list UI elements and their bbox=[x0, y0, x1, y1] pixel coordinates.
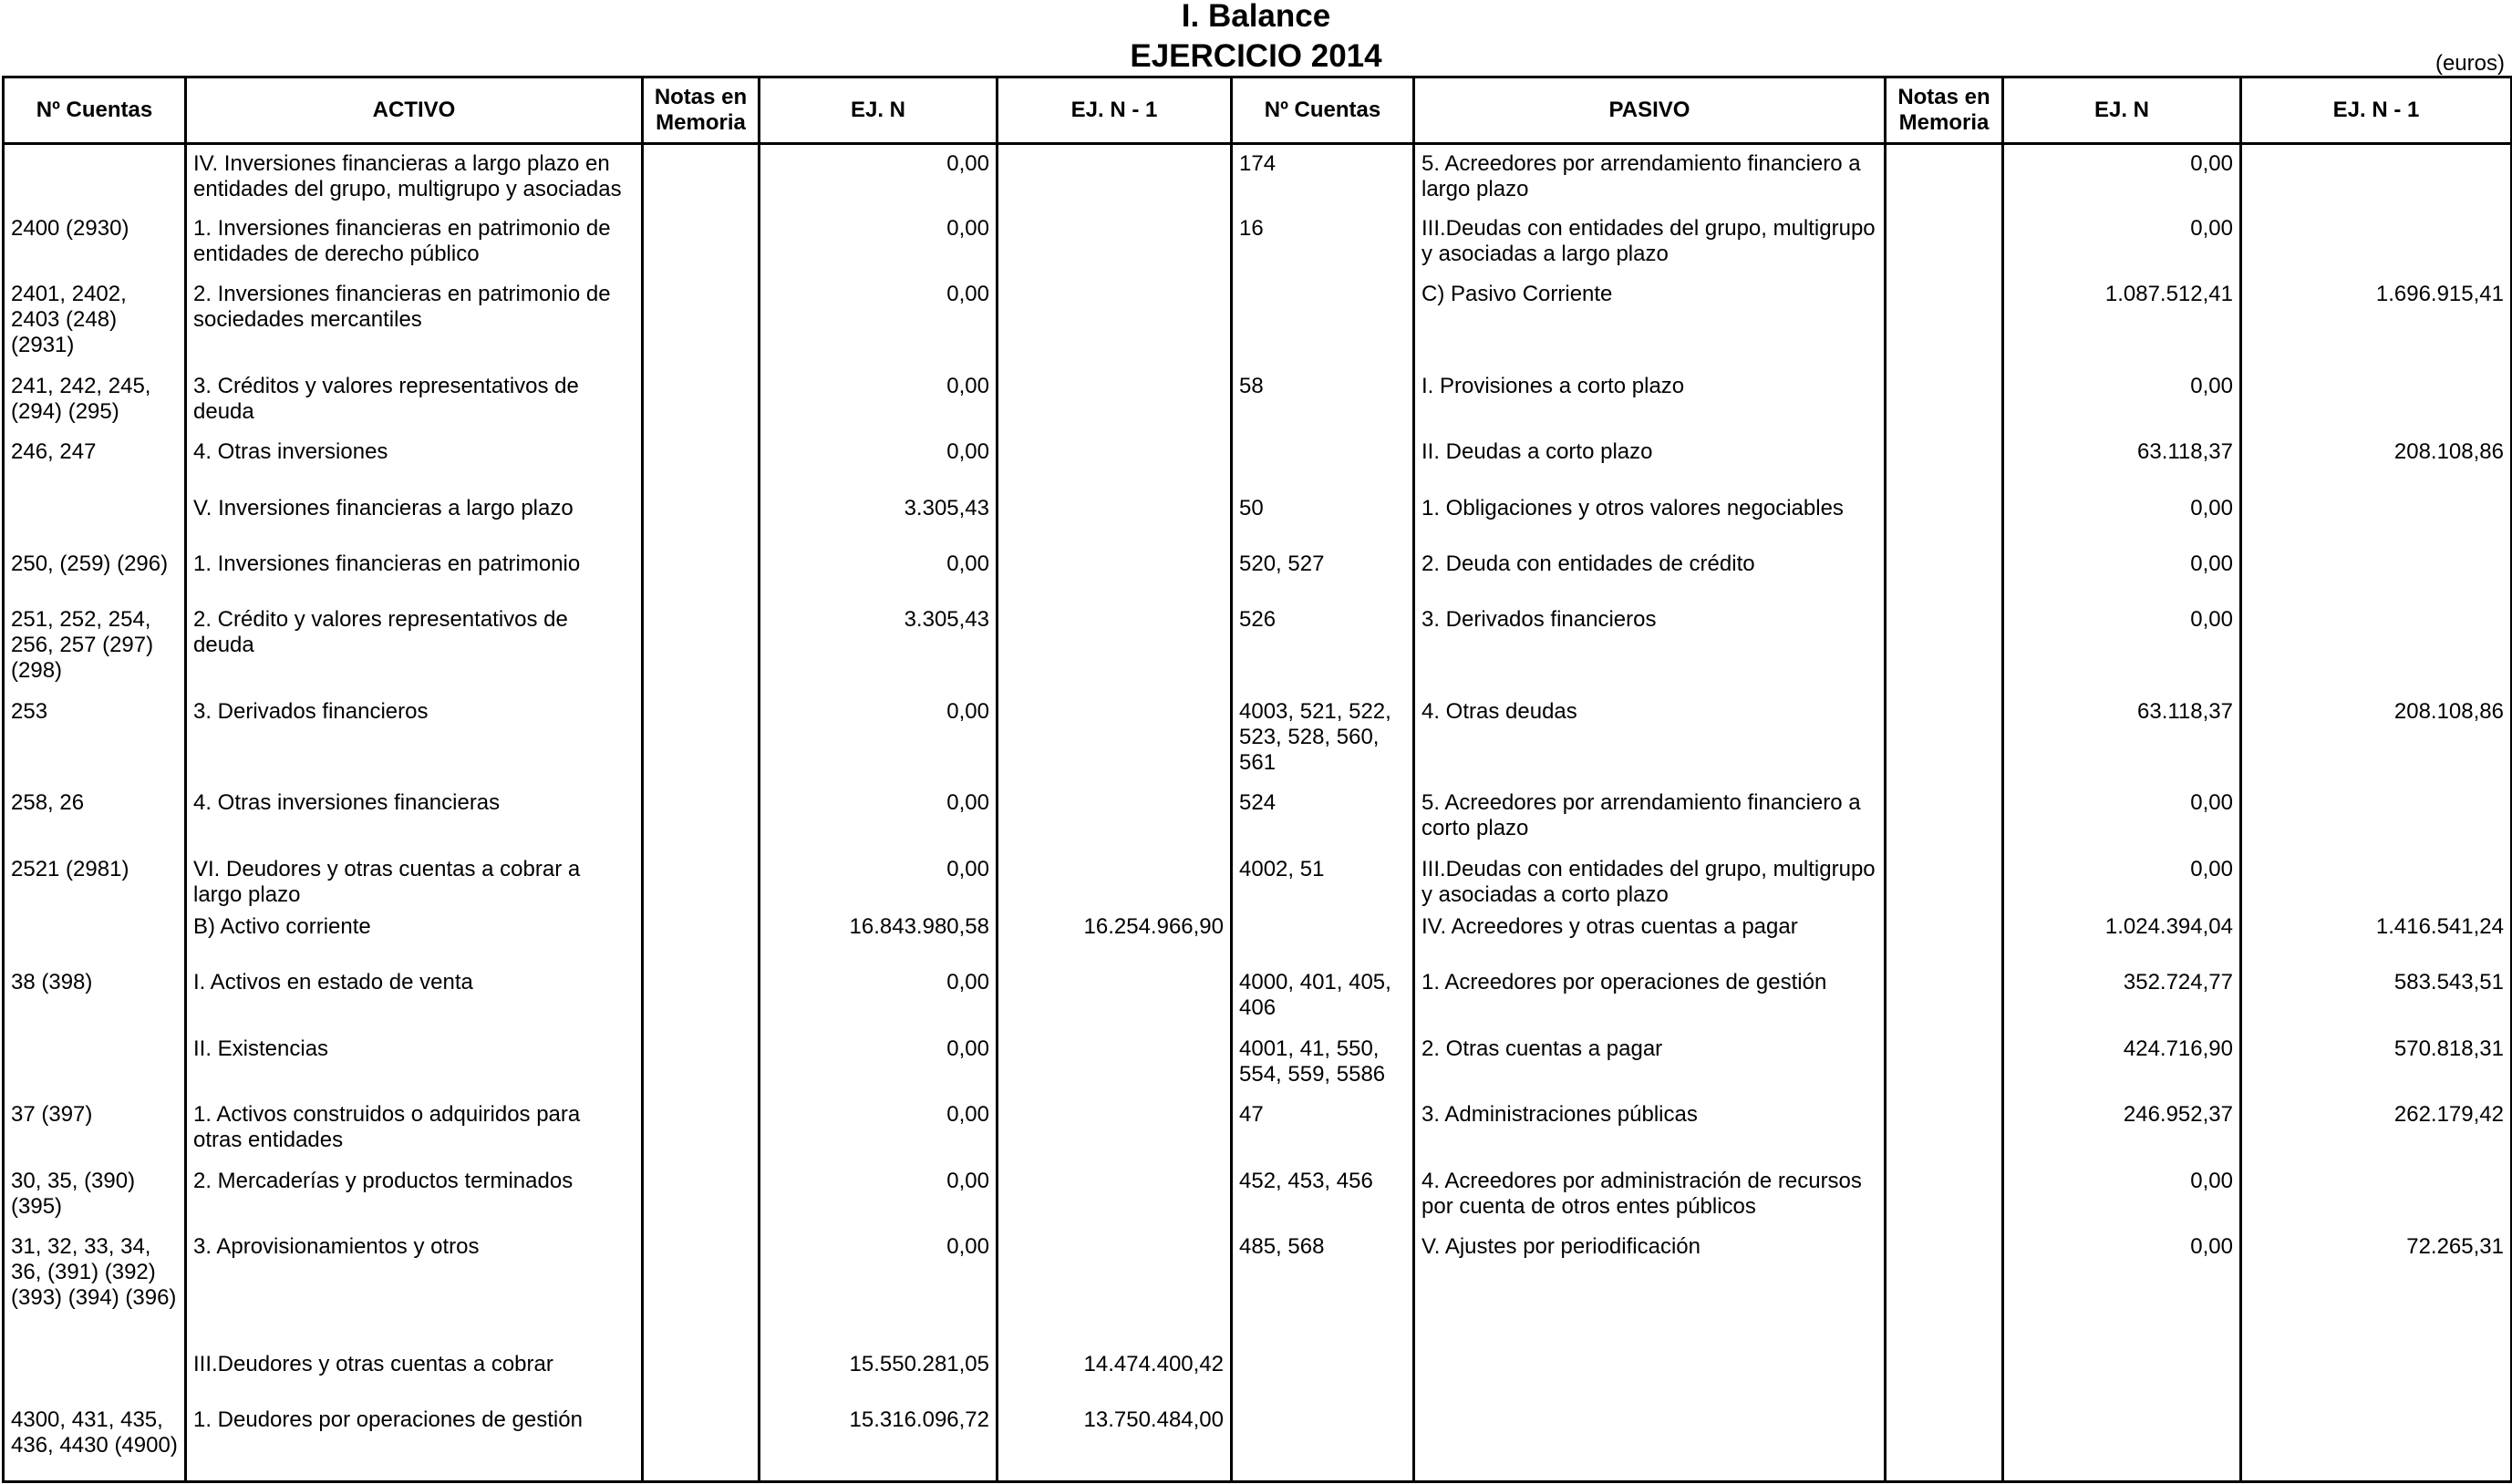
cell-notas-pasivo bbox=[1886, 210, 2003, 275]
cell-notas-activo bbox=[643, 693, 760, 785]
cell-notas-pasivo bbox=[1886, 1096, 2003, 1161]
cell-ej-n-pasivo: 424.716,90 bbox=[2003, 1030, 2241, 1096]
cell-ej-n-pasivo: 1.024.394,04 bbox=[2003, 908, 2241, 964]
cell-pasivo: C) Pasivo Corriente bbox=[1414, 275, 1886, 367]
cell-ej-n1-pasivo: 262.179,42 bbox=[2241, 1096, 2512, 1161]
cell-activo: I. Activos en estado de venta bbox=[186, 964, 643, 1029]
cell-cuentas-pasivo: 58 bbox=[1232, 367, 1414, 433]
cell-ej-n-pasivo: 0,00 bbox=[2003, 784, 2241, 850]
header-ej-n-pasivo: EJ. N bbox=[2003, 77, 2241, 144]
cell-notas-pasivo bbox=[1886, 850, 2003, 908]
header-ej-n1-activo: EJ. N - 1 bbox=[998, 77, 1232, 144]
cell-cuentas-pasivo bbox=[1232, 1401, 1414, 1482]
table-row bbox=[4, 601, 2512, 693]
cell-cuentas-activo: 37 (397) bbox=[4, 1096, 186, 1161]
cell-ej-n-pasivo: 0,00 bbox=[2003, 1228, 2241, 1345]
cell-ej-n1-pasivo bbox=[2241, 784, 2512, 850]
cell-ej-n1-pasivo bbox=[2241, 490, 2512, 545]
cell-ej-n1-activo bbox=[998, 275, 1232, 367]
cell-cuentas-pasivo bbox=[1232, 908, 1414, 964]
units-label: (euros) bbox=[2434, 51, 2505, 76]
document-subtitle: EJERCICIO 2014 bbox=[1130, 38, 1382, 74]
cell-pasivo: III.Deudas con entidades del grupo, multigrupo y asociadas a largo plazo bbox=[1414, 210, 1886, 275]
cell-activo: 2. Crédito y valores representativos de deuda bbox=[186, 601, 643, 693]
cell-pasivo bbox=[1414, 1401, 1886, 1482]
cell-ej-n1-activo bbox=[998, 210, 1232, 275]
cell-ej-n-activo: 15.550.281,05 bbox=[760, 1345, 998, 1401]
cell-activo: 4. Otras inversiones financieras bbox=[186, 784, 643, 850]
cell-notas-activo bbox=[643, 367, 760, 433]
cell-ej-n1-activo bbox=[998, 784, 1232, 850]
cell-notas-activo bbox=[643, 784, 760, 850]
cell-cuentas-activo bbox=[4, 144, 186, 210]
cell-cuentas-pasivo: 485, 568 bbox=[1232, 1228, 1414, 1345]
cell-notas-activo bbox=[643, 275, 760, 367]
cell-cuentas-activo bbox=[4, 1030, 186, 1096]
cell-notas-activo bbox=[643, 1162, 760, 1228]
cell-cuentas-activo bbox=[4, 908, 186, 964]
cell-cuentas-activo: 241, 242, 245, (294) (295) bbox=[4, 367, 186, 433]
cell-ej-n-activo: 0,00 bbox=[760, 275, 998, 367]
cell-pasivo: 5. Acreedores por arrendamiento financiero a largo plazo bbox=[1414, 144, 1886, 210]
cell-pasivo: 4. Acreedores por administración de recursos por cuenta de otros entes públicos bbox=[1414, 1162, 1886, 1228]
cell-ej-n-pasivo: 0,00 bbox=[2003, 1162, 2241, 1228]
cell-notas-pasivo bbox=[1886, 490, 2003, 545]
cell-ej-n-activo: 16.843.980,58 bbox=[760, 908, 998, 964]
cell-ej-n1-activo bbox=[998, 1096, 1232, 1161]
cell-ej-n-activo: 0,00 bbox=[760, 1096, 998, 1161]
cell-ej-n1-activo: 14.474.400,42 bbox=[998, 1345, 1232, 1401]
cell-ej-n-pasivo: 0,00 bbox=[2003, 601, 2241, 693]
cell-ej-n1-activo bbox=[998, 490, 1232, 545]
cell-ej-n-pasivo bbox=[2003, 1401, 2241, 1482]
cell-notas-activo bbox=[643, 601, 760, 693]
cell-ej-n-pasivo: 0,00 bbox=[2003, 144, 2241, 210]
cell-cuentas-pasivo: 50 bbox=[1232, 490, 1414, 545]
table-row bbox=[4, 1345, 2512, 1401]
cell-cuentas-pasivo: 520, 527 bbox=[1232, 545, 1414, 601]
cell-cuentas-activo: 31, 32, 33, 34, 36, (391) (392) (393) (394) (396) bbox=[4, 1228, 186, 1345]
table-row bbox=[4, 784, 2512, 850]
cell-cuentas-activo: 38 (398) bbox=[4, 964, 186, 1029]
cell-pasivo: 4. Otras deudas bbox=[1414, 693, 1886, 785]
table-row bbox=[4, 210, 2512, 275]
cell-ej-n-pasivo: 0,00 bbox=[2003, 210, 2241, 275]
table-row bbox=[4, 1228, 2512, 1345]
cell-ej-n1-activo bbox=[998, 601, 1232, 693]
cell-ej-n1-pasivo bbox=[2241, 144, 2512, 210]
cell-cuentas-pasivo: 4001, 41, 550, 554, 559, 5586 bbox=[1232, 1030, 1414, 1096]
cell-notas-pasivo bbox=[1886, 693, 2003, 785]
cell-cuentas-pasivo: 452, 453, 456 bbox=[1232, 1162, 1414, 1228]
table-row bbox=[4, 1401, 2512, 1482]
cell-activo: 4. Otras inversiones bbox=[186, 433, 643, 489]
cell-ej-n-pasivo: 1.087.512,41 bbox=[2003, 275, 2241, 367]
cell-pasivo: IV. Acreedores y otras cuentas a pagar bbox=[1414, 908, 1886, 964]
table-row bbox=[4, 693, 2512, 785]
cell-notas-pasivo bbox=[1886, 144, 2003, 210]
cell-ej-n-pasivo: 246.952,37 bbox=[2003, 1096, 2241, 1161]
cell-activo: 2. Inversiones financieras en patrimonio de sociedades mercantiles bbox=[186, 275, 643, 367]
cell-cuentas-pasivo bbox=[1232, 275, 1414, 367]
cell-ej-n1-activo bbox=[998, 693, 1232, 785]
cell-ej-n-activo: 0,00 bbox=[760, 964, 998, 1029]
table-row bbox=[4, 275, 2512, 367]
cell-ej-n1-pasivo: 1.696.915,41 bbox=[2241, 275, 2512, 367]
cell-ej-n-pasivo: 63.118,37 bbox=[2003, 693, 2241, 785]
cell-pasivo: 2. Deuda con entidades de crédito bbox=[1414, 545, 1886, 601]
cell-notas-pasivo bbox=[1886, 367, 2003, 433]
cell-ej-n1-activo: 13.750.484,00 bbox=[998, 1401, 1232, 1482]
cell-ej-n-pasivo: 352.724,77 bbox=[2003, 964, 2241, 1029]
cell-notas-activo bbox=[643, 210, 760, 275]
cell-notas-pasivo bbox=[1886, 1401, 2003, 1482]
cell-cuentas-activo: 250, (259) (296) bbox=[4, 545, 186, 601]
cell-ej-n1-activo bbox=[998, 545, 1232, 601]
cell-ej-n1-activo: 16.254.966,90 bbox=[998, 908, 1232, 964]
cell-ej-n-activo: 0,00 bbox=[760, 1162, 998, 1228]
cell-ej-n1-pasivo bbox=[2241, 1401, 2512, 1482]
cell-pasivo bbox=[1414, 1345, 1886, 1401]
cell-notas-activo bbox=[643, 908, 760, 964]
cell-pasivo: 2. Otras cuentas a pagar bbox=[1414, 1030, 1886, 1096]
table-row bbox=[4, 850, 2512, 908]
cell-notas-activo bbox=[643, 1345, 760, 1401]
cell-pasivo: 3. Derivados financieros bbox=[1414, 601, 1886, 693]
cell-notas-activo bbox=[643, 144, 760, 210]
cell-activo: 1. Activos construidos o adquiridos para otras entidades bbox=[186, 1096, 643, 1161]
cell-cuentas-activo: 2400 (2930) bbox=[4, 210, 186, 275]
table-row bbox=[4, 1162, 2512, 1228]
cell-ej-n-activo: 0,00 bbox=[760, 784, 998, 850]
cell-ej-n1-pasivo bbox=[2241, 367, 2512, 433]
cell-ej-n-activo: 0,00 bbox=[760, 367, 998, 433]
cell-activo: B) Activo corriente bbox=[186, 908, 643, 964]
cell-ej-n1-pasivo: 208.108,86 bbox=[2241, 693, 2512, 785]
cell-pasivo: I. Provisiones a corto plazo bbox=[1414, 367, 1886, 433]
cell-cuentas-pasivo: 16 bbox=[1232, 210, 1414, 275]
cell-ej-n-activo: 0,00 bbox=[760, 850, 998, 908]
header-activo: ACTIVO bbox=[186, 77, 643, 144]
cell-ej-n-activo: 0,00 bbox=[760, 693, 998, 785]
cell-ej-n1-activo bbox=[998, 433, 1232, 489]
cell-cuentas-pasivo bbox=[1232, 433, 1414, 489]
cell-ej-n1-pasivo: 208.108,86 bbox=[2241, 433, 2512, 489]
cell-activo: 2. Mercaderías y productos terminados bbox=[186, 1162, 643, 1228]
cell-ej-n1-pasivo bbox=[2241, 601, 2512, 693]
cell-ej-n-activo: 0,00 bbox=[760, 433, 998, 489]
cell-activo: 3. Derivados financieros bbox=[186, 693, 643, 785]
cell-ej-n1-pasivo: 570.818,31 bbox=[2241, 1030, 2512, 1096]
cell-notas-activo bbox=[643, 1401, 760, 1482]
document-title: I. Balance bbox=[1181, 0, 1331, 34]
cell-ej-n1-activo bbox=[998, 144, 1232, 210]
cell-notas-activo bbox=[643, 1096, 760, 1161]
table-row bbox=[4, 908, 2512, 964]
cell-ej-n-activo: 0,00 bbox=[760, 1030, 998, 1096]
cell-activo: II. Existencias bbox=[186, 1030, 643, 1096]
cell-pasivo: 1. Obligaciones y otros valores negociables bbox=[1414, 490, 1886, 545]
cell-ej-n-activo: 0,00 bbox=[760, 1228, 998, 1345]
cell-notas-pasivo bbox=[1886, 1345, 2003, 1401]
cell-activo: 1. Inversiones financieras en patrimonio bbox=[186, 545, 643, 601]
cell-cuentas-pasivo: 174 bbox=[1232, 144, 1414, 210]
cell-notas-activo bbox=[643, 850, 760, 908]
cell-notas-pasivo bbox=[1886, 545, 2003, 601]
cell-activo: V. Inversiones financieras a largo plazo bbox=[186, 490, 643, 545]
cell-cuentas-activo bbox=[4, 490, 186, 545]
header-ej-n1-pasivo: EJ. N - 1 bbox=[2241, 77, 2512, 144]
balance-table bbox=[2, 76, 2512, 1483]
cell-notas-activo bbox=[643, 1030, 760, 1096]
cell-ej-n-pasivo: 0,00 bbox=[2003, 490, 2241, 545]
cell-notas-activo bbox=[643, 545, 760, 601]
cell-notas-activo bbox=[643, 433, 760, 489]
header-cuentas-pasivo: Nº Cuentas bbox=[1232, 77, 1414, 144]
table-row bbox=[4, 144, 2512, 210]
cell-cuentas-activo: 246, 247 bbox=[4, 433, 186, 489]
table-row bbox=[4, 1030, 2512, 1096]
cell-pasivo: III.Deudas con entidades del grupo, multigrupo y asociadas a corto plazo bbox=[1414, 850, 1886, 908]
header-notas-pasivo: Notas en Memoria bbox=[1886, 77, 2003, 144]
cell-notas-pasivo bbox=[1886, 275, 2003, 367]
cell-activo: 3. Créditos y valores representativos de deuda bbox=[186, 367, 643, 433]
header-pasivo: PASIVO bbox=[1414, 77, 1886, 144]
table-row bbox=[4, 490, 2512, 545]
cell-notas-activo bbox=[643, 1228, 760, 1345]
cell-pasivo: 5. Acreedores por arrendamiento financiero a corto plazo bbox=[1414, 784, 1886, 850]
cell-cuentas-activo: 2401, 2402, 2403 (248) (2931) bbox=[4, 275, 186, 367]
cell-notas-pasivo bbox=[1886, 908, 2003, 964]
cell-ej-n-activo: 15.316.096,72 bbox=[760, 1401, 998, 1482]
cell-cuentas-pasivo: 4003, 521, 522, 523, 528, 560, 561 bbox=[1232, 693, 1414, 785]
header-ej-n-activo: EJ. N bbox=[760, 77, 998, 144]
cell-notas-pasivo bbox=[1886, 1162, 2003, 1228]
cell-notas-activo bbox=[643, 490, 760, 545]
cell-pasivo: 3. Administraciones públicas bbox=[1414, 1096, 1886, 1161]
cell-cuentas-pasivo bbox=[1232, 1345, 1414, 1401]
table-row bbox=[4, 433, 2512, 489]
cell-ej-n1-activo bbox=[998, 1162, 1232, 1228]
table-row bbox=[4, 367, 2512, 433]
cell-ej-n-pasivo bbox=[2003, 1345, 2241, 1401]
cell-activo: 1. Inversiones financieras en patrimonio de entidades de derecho público bbox=[186, 210, 643, 275]
cell-activo: 1. Deudores por operaciones de gestión bbox=[186, 1401, 643, 1482]
cell-ej-n-activo: 3.305,43 bbox=[760, 490, 998, 545]
cell-ej-n1-pasivo: 72.265,31 bbox=[2241, 1228, 2512, 1345]
cell-ej-n1-pasivo bbox=[2241, 1345, 2512, 1401]
cell-activo: III.Deudores y otras cuentas a cobrar bbox=[186, 1345, 643, 1401]
cell-activo: IV. Inversiones financieras a largo plazo en entidades del grupo, multigrupo y asociadas bbox=[186, 144, 643, 210]
table-row bbox=[4, 545, 2512, 601]
cell-cuentas-activo: 4300, 431, 435, 436, 4430 (4900) bbox=[4, 1401, 186, 1482]
cell-cuentas-activo: 258, 26 bbox=[4, 784, 186, 850]
table-header-row bbox=[4, 77, 2512, 144]
cell-ej-n1-activo bbox=[998, 1228, 1232, 1345]
cell-ej-n-pasivo: 0,00 bbox=[2003, 850, 2241, 908]
cell-ej-n1-pasivo bbox=[2241, 545, 2512, 601]
cell-cuentas-activo: 251, 252, 254, 256, 257 (297) (298) bbox=[4, 601, 186, 693]
cell-notas-activo bbox=[643, 964, 760, 1029]
cell-cuentas-pasivo: 4002, 51 bbox=[1232, 850, 1414, 908]
cell-cuentas-pasivo: 47 bbox=[1232, 1096, 1414, 1161]
cell-ej-n-pasivo: 0,00 bbox=[2003, 545, 2241, 601]
cell-ej-n1-pasivo bbox=[2241, 210, 2512, 275]
cell-cuentas-activo: 2521 (2981) bbox=[4, 850, 186, 908]
cell-cuentas-pasivo: 4000, 401, 405, 406 bbox=[1232, 964, 1414, 1029]
cell-ej-n-activo: 3.305,43 bbox=[760, 601, 998, 693]
cell-notas-pasivo bbox=[1886, 433, 2003, 489]
cell-pasivo: II. Deudas a corto plazo bbox=[1414, 433, 1886, 489]
cell-notas-pasivo bbox=[1886, 601, 2003, 693]
cell-ej-n1-activo bbox=[998, 367, 1232, 433]
cell-pasivo: 1. Acreedores por operaciones de gestión bbox=[1414, 964, 1886, 1029]
cell-activo: 3. Aprovisionamientos y otros bbox=[186, 1228, 643, 1345]
cell-ej-n1-activo bbox=[998, 964, 1232, 1029]
cell-activo: VI. Deudores y otras cuentas a cobrar a largo plazo bbox=[186, 850, 643, 908]
cell-notas-pasivo bbox=[1886, 1228, 2003, 1345]
header-notas-activo: Notas en Memoria bbox=[643, 77, 760, 144]
cell-ej-n1-pasivo bbox=[2241, 850, 2512, 908]
cell-cuentas-pasivo: 526 bbox=[1232, 601, 1414, 693]
cell-ej-n-pasivo: 63.118,37 bbox=[2003, 433, 2241, 489]
cell-cuentas-activo: 30, 35, (390) (395) bbox=[4, 1162, 186, 1228]
cell-cuentas-activo bbox=[4, 1345, 186, 1401]
header-cuentas-activo: Nº Cuentas bbox=[4, 77, 186, 144]
table-row bbox=[4, 964, 2512, 1029]
cell-ej-n1-activo bbox=[998, 1030, 1232, 1096]
cell-notas-pasivo bbox=[1886, 784, 2003, 850]
cell-ej-n-activo: 0,00 bbox=[760, 545, 998, 601]
cell-cuentas-activo: 253 bbox=[4, 693, 186, 785]
cell-ej-n1-pasivo: 1.416.541,24 bbox=[2241, 908, 2512, 964]
table-row bbox=[4, 1096, 2512, 1161]
cell-notas-pasivo bbox=[1886, 964, 2003, 1029]
cell-ej-n1-pasivo bbox=[2241, 1162, 2512, 1228]
cell-ej-n-activo: 0,00 bbox=[760, 144, 998, 210]
cell-cuentas-pasivo: 524 bbox=[1232, 784, 1414, 850]
cell-pasivo: V. Ajustes por periodificación bbox=[1414, 1228, 1886, 1345]
cell-ej-n1-activo bbox=[998, 850, 1232, 908]
cell-ej-n-activo: 0,00 bbox=[760, 210, 998, 275]
cell-ej-n1-pasivo: 583.543,51 bbox=[2241, 964, 2512, 1029]
cell-notas-pasivo bbox=[1886, 1030, 2003, 1096]
table-body bbox=[4, 144, 2512, 1482]
cell-ej-n-pasivo: 0,00 bbox=[2003, 367, 2241, 433]
